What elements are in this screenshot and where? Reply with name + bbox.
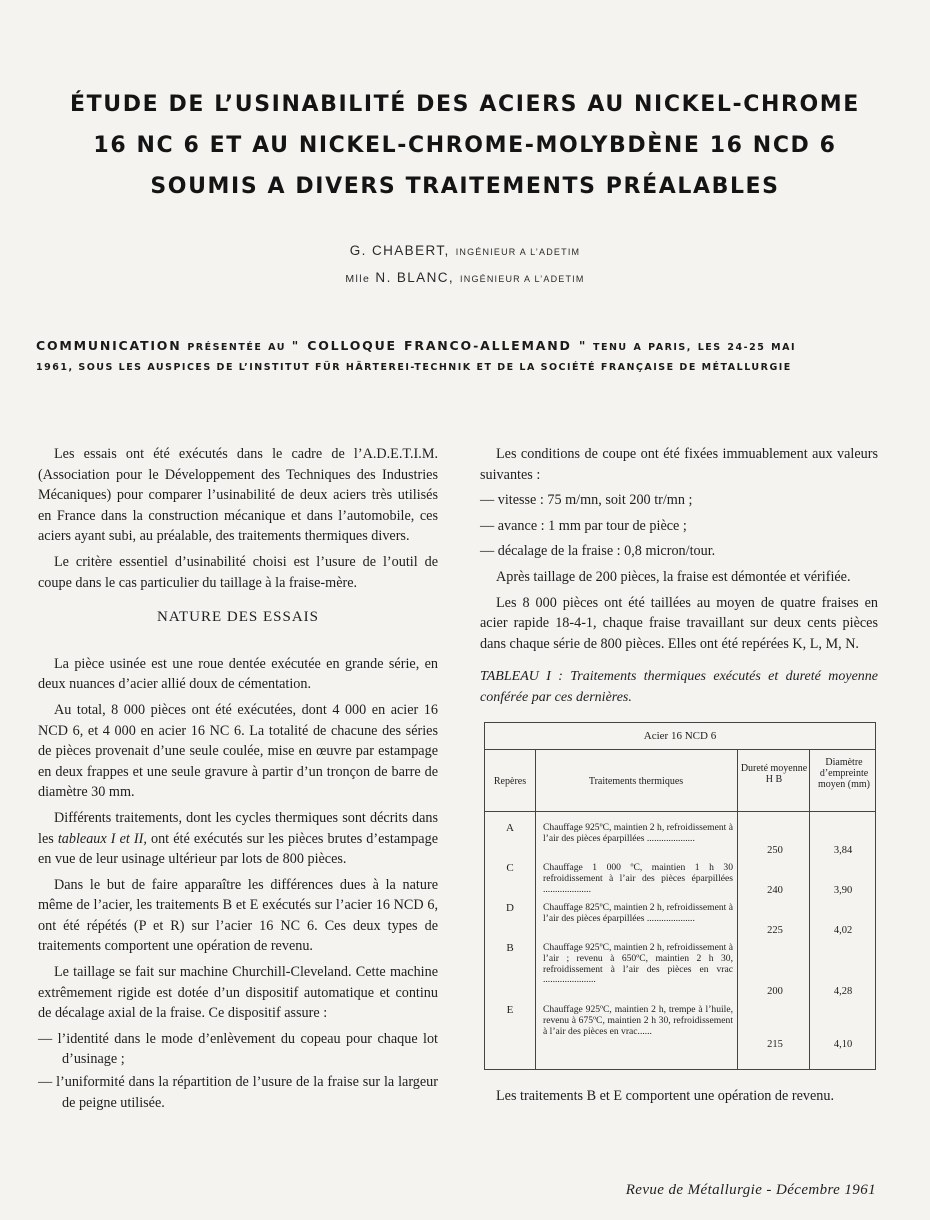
paragraph: Les essais ont été exécutés dans le cadre de l’A.D.E.T.I.M. (Association pour le Développement des Techniques des Industries Mécaniques) pour comparer l’usinabilité de deux aciers très utilisés en France dans la construction mécanique et dans l’automobile, ces aciers ayant subi, au préalable, des traitements thermiques divers. [38, 446, 438, 545]
condition-item: — avance : 1 mm par tour de pièce ; [480, 517, 687, 534]
row-diametre: 3,84 [833, 845, 853, 857]
communication-colloque: " COLLOQUE FRANCO-ALLEMAND " [291, 338, 588, 353]
communication-rest: TENU A PARIS, LES 24-25 MAI 1961, SOUS LES AUSPICES DE L’INSTITUT FÜR HÄRTEREI-TECHNIK ET DE LA SOCIÉTÉ FRANÇAISE DE MÉTALLURGIE [36, 342, 796, 373]
table-column-rule [737, 749, 738, 1069]
paragraph: Au total, 8 000 pièces ont été exécutées, dont 4 000 en acier 16 NCD 6, et 4 000 en acier 16 NC 6. La totalité de chacune des séries de pièces provenait d’une seule coulée, mise en œuvre par estampage en deux frappes et une seule gravure à partir d’un tronçon de barre de diamètre 30 mm. [38, 701, 438, 801]
author-name: G. CHABERT, [349, 243, 450, 258]
paragraph: Les traitements B et E comportent une opération de revenu. [496, 1088, 835, 1105]
row-durete: 215 [767, 1039, 783, 1051]
header-traitements: Traitements thermiques [588, 776, 684, 788]
title-line-1: ÉTUDE DE L’USINABILITÉ DES ACIERS AU NICKEL-CHROME [70, 92, 860, 117]
table-column-rule [535, 749, 536, 1069]
row-repere: E [506, 1004, 514, 1017]
paragraph: Le taillage se fait sur machine Churchill-Cleveland. Cette machine extrêmement rigide est dotée d’un dispositif automatique et continu de décalage axial de la fraise. Ce dispositif assure : [38, 964, 438, 1022]
table-rule [485, 811, 875, 812]
left-column [38, 444, 438, 1115]
table-column-rule [809, 749, 810, 1069]
row-diametre: 4,10 [833, 1039, 853, 1051]
row-diametre: 4,28 [833, 986, 853, 998]
row-durete: 250 [767, 845, 783, 857]
communication-note [36, 336, 796, 378]
row-repere: D [506, 902, 514, 915]
paragraph-text: ont été exécutés sur les pièces brutes d’estampage en vue de leur usinage ultérieur par lots de 800 pièces. [38, 830, 438, 868]
article-title [40, 84, 890, 207]
row-traitement: Chauffage 1 000 ºC, maintien 1 h 30 refroidissement à l’air des pièces éparpillées .................... [543, 862, 733, 895]
table-rule [485, 749, 875, 750]
author-role: INGÉNIEUR A L’ADETIM [455, 247, 581, 257]
treatment-table [484, 722, 876, 1070]
author-line [140, 265, 790, 292]
table-reference: tableaux I et II, [57, 830, 147, 847]
paragraph [38, 808, 438, 870]
row-repere: B [506, 942, 514, 955]
paragraph: Dans le but de faire apparaître les différences dues à la nature même de l’acier, les traitements B et E exécutés sur l’acier 16 NCD 6, ont été répétés (P et R) sur l’acier 16 NC 6. Ces deux types de traitements comportent une opération de revenu. [38, 876, 438, 955]
communication-lead: COMMUNICATION [36, 338, 182, 353]
row-traitement: Chauffage 925ºC, maintien 2 h, trempe à l’huile, revenu à 675ºC, maintien 2 h 30, refroidissement à l’air des pièces en vrac...... [543, 1004, 733, 1037]
table-steel-title: Acier 16 NCD 6 [643, 730, 717, 743]
row-durete: 200 [767, 986, 783, 998]
paragraph: La pièce usinée est une roue dentée exécutée en grande série, en deux nuances d’acier allié doux de cémentation. [38, 655, 438, 693]
bullet-item: — l’identité dans le mode d’enlèvement du copeau pour chaque lot d’usinage ; [38, 1030, 438, 1068]
journal-footer: Revue de Métallurgie - Décembre 1961 [625, 1182, 876, 1198]
bullet-item: — l’uniformité dans la répartition de l’usure de la fraise sur la largeur de peigne utilisée. [38, 1074, 438, 1111]
paragraph: Le critère essentiel d’usinabilité choisi est l’usure de l’outil de coupe dans le cas particulier du taillage à la fraise-mère. [38, 553, 438, 591]
right-column [480, 444, 878, 1112]
condition-item: — décalage de la fraise : 0,8 micron/tour. [480, 543, 716, 560]
title-line-3: SOUMIS A DIVERS TRAITEMENTS PRÉALABLES [150, 174, 780, 199]
title-line-2: 16 NC 6 ET AU NICKEL-CHROME-MOLYBDÈNE 16 NCD 6 [93, 133, 837, 158]
header-diametre: Diamètre d’empreinte moyen (mm) [818, 757, 870, 791]
paragraph: Les 8 000 pièces ont été taillées au moyen de quatre fraises en acier rapide 18-4-1, chaque fraise travaillant sur deux cents pièces dans chaque série de 800 pièces. Elles ont été repérées K, L, M, N. [480, 594, 878, 652]
row-traitement: Chauffage 825ºC, maintien 2 h, refroidissement à l’air des pièces éparpillées .................... [543, 902, 733, 924]
row-diametre: 4,02 [833, 925, 853, 937]
row-traitement: Chauffage 925ºC, maintien 2 h, refroidissement à l’air des pièces éparpillées .................... [543, 822, 733, 844]
paragraph: Les conditions de coupe ont été fixées immuablement aux valeurs suivantes : [480, 446, 878, 483]
row-repere: A [506, 822, 514, 835]
row-repere: C [506, 862, 514, 875]
author-role: INGÉNIEUR A L’ADETIM [460, 274, 585, 284]
row-durete: 225 [767, 925, 783, 937]
author-line [140, 238, 790, 265]
condition-item: — vitesse : 75 m/mn, soit 200 tr/mn ; [480, 492, 693, 509]
communication-mid: PRÉSENTÉE AU [181, 342, 292, 353]
table-caption: TABLEAU I : Traitements thermiques exécutés et dureté moyenne conférée par ces dernières. [480, 669, 878, 706]
author-name: N. BLANC, [375, 270, 455, 285]
row-traitement: Chauffage 925ºC, maintien 2 h, refroidissement à l’air ; revenu à 650ºC, maintien 2 h 30, refroidissement à l’air des pièces en vrac ...................... [543, 942, 733, 986]
row-diametre: 3,90 [833, 885, 853, 897]
section-heading: NATURE DES ESSAIS [156, 609, 320, 626]
author-block [140, 238, 790, 292]
paragraph: Après taillage de 200 pièces, la fraise est démontée et vérifiée. [496, 568, 851, 585]
header-reperes: Repères [493, 776, 527, 788]
author-prefix: Mlle [345, 273, 371, 285]
row-durete: 240 [767, 885, 783, 897]
header-durete: Dureté moyenne H B [740, 763, 808, 786]
paragraph-text: Différents traitements, dont les cycles thermiques sont décrits dans les [38, 809, 438, 847]
